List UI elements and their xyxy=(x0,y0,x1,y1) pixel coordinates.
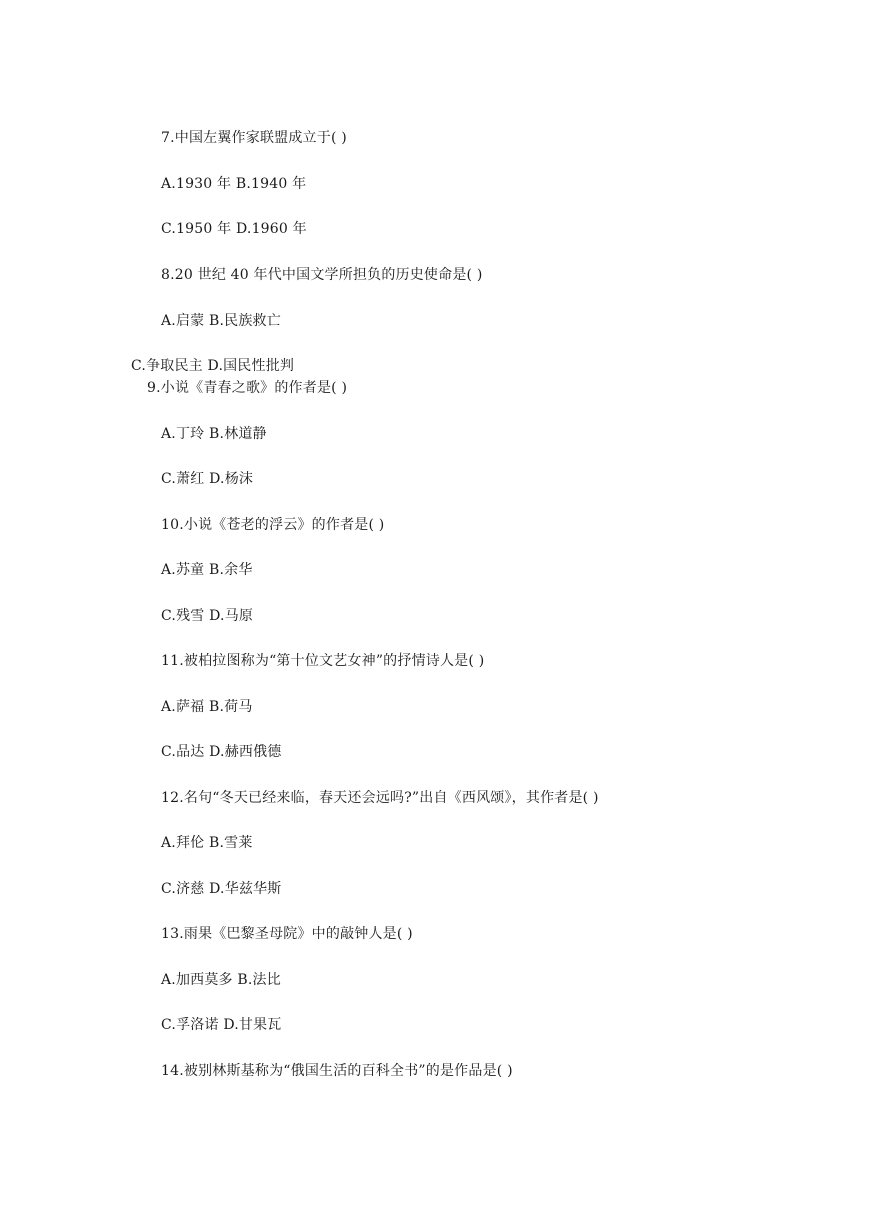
question-7-options-ab: A.1930 年 B.1940 年 xyxy=(161,176,307,192)
question-13-options-cd: C.孚洛诺 D.甘果瓦 xyxy=(161,1017,282,1033)
question-10-options-cd: C.残雪 D.马原 xyxy=(161,608,254,624)
question-13: 13.雨果《巴黎圣母院》中的敲钟人是( ) xyxy=(161,926,413,942)
question-11-options-cd: C.品达 D.赫西俄德 xyxy=(161,744,282,760)
question-9-options-ab: A.丁玲 B.林道静 xyxy=(161,426,267,442)
question-8: 8.20 世纪 40 年代中国文学所担负的历史使命是( ) xyxy=(161,267,483,283)
question-8-options-cd: C.争取民主 D.国民性批判 xyxy=(131,358,295,374)
question-11-options-ab: A.萨福 B.荷马 xyxy=(161,699,253,715)
question-7-options-cd: C.1950 年 D.1960 年 xyxy=(161,221,307,237)
question-12-options-ab: A.拜伦 B.雪莱 xyxy=(161,835,253,851)
question-9-options-cd: C.萧红 D.杨沫 xyxy=(161,471,254,487)
question-12: 12.名句“冬天已经来临，春天还会远吗?”出自《西风颂》，其作者是( ) xyxy=(161,790,599,806)
question-9: 9.小说《青春之歌》的作者是( ) xyxy=(147,380,348,396)
question-14: 14.被别林斯基称为“俄国生活的百科全书”的是作品是( ) xyxy=(161,1063,513,1079)
question-10-options-ab: A.苏童 B.余华 xyxy=(161,562,253,578)
question-11: 11.被柏拉图称为“第十位文艺女神”的抒情诗人是( ) xyxy=(161,653,485,669)
question-8-options-ab: A.启蒙 B.民族救亡 xyxy=(161,313,281,329)
question-7: 7.中国左翼作家联盟成立于( ) xyxy=(161,130,347,146)
question-10: 10.小说《苍老的浮云》的作者是( ) xyxy=(161,517,385,533)
question-12-options-cd: C.济慈 D.华兹华斯 xyxy=(161,881,282,897)
question-13-options-ab: A.加西莫多 B.法比 xyxy=(161,972,281,988)
